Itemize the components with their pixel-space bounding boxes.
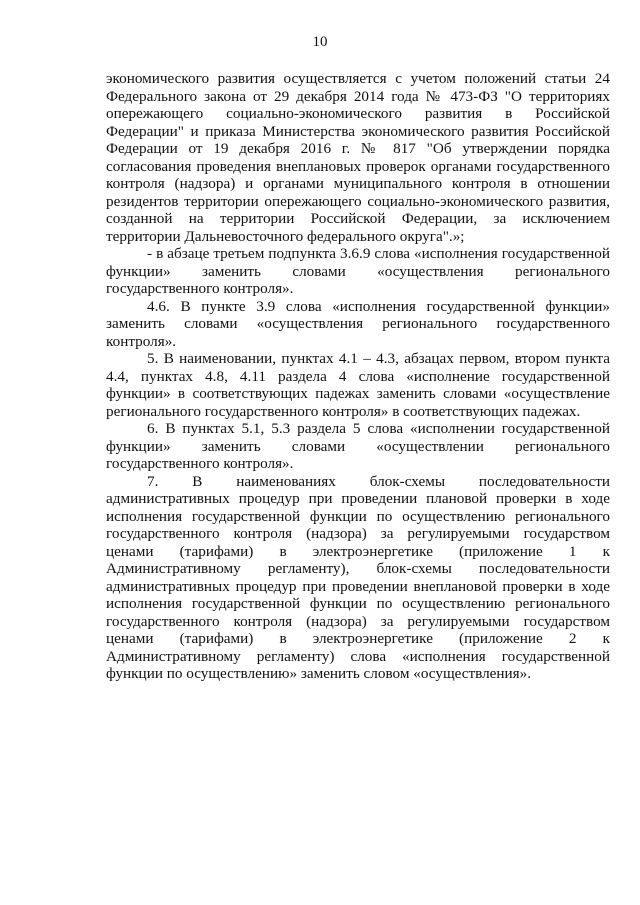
paragraph-subitem-3-6-9: - в абзаце третьем подпункта 3.6.9 слова «исполнения государственной функции» заменить словами «осуществления регионального государственного контроля».: [106, 245, 610, 297]
paragraph-continuation: экономического развития осуществляется с учетом положений статьи 24 Федерального закона от 29 декабря 2014 года № 473-ФЗ "О территориях опережающего социально-экономического развития в Российской Федерации" и приказа Министерства экономического развития Российской Федерации от 19 декабря 2016 г. № 817 "Об утверждении порядка согласования проведения внеплановых проверок органами государственного контроля (надзора) и органами муниципального контроля в отношении резидентов территории опережающего социально-экономического развития, созданной на территории Российской Федерации, за исключением территории Дальневосточного федерального округа".»;: [106, 70, 610, 245]
page-number: 10: [312, 34, 328, 50]
paragraph-item-5: 5. В наименовании, пунктах 4.1 – 4.3, абзацах первом, втором пункта 4.4, пунктах 4.8, 4.11 раздела 4 слова «исполнение государственной функции» в соответствующих падежах заменить словами «осуществление регионального государственного контроля» в соответствующих падежах.: [106, 350, 610, 420]
document-body: [106, 70, 610, 683]
paragraph-item-6: 6. В пунктах 5.1, 5.3 раздела 5 слова «исполнении государственной функции» заменить словами «осуществлении регионального государственного контроля».: [106, 420, 610, 472]
paragraph-item-4-6: 4.6. В пункте 3.9 слова «исполнения государственной функции» заменить словами «осуществления регионального государственного контроля».: [106, 297, 610, 350]
paragraph-item-7: 7. В наименованиях блок-схемы последовательности административных процедур при проведении плановой проверки в ходе исполнения государственной функции по осуществлению регионального государственного контроля (надзора) за регулируемыми государством ценами (тарифами) в электроэнергетике (приложение 1 к Административному регламенту), блок-схемы последовательности административных процедур при проведении внеплановой проверки в ходе исполнения государственной функции по осуществлению регионального государственного контроля (надзора) за регулируемыми государством ценами (тарифами) в электроэнергетике (приложение 2 к Административному регламенту) слова «исполнения государственной функции по осуществлению» заменить словом «осуществления».: [106, 472, 610, 682]
